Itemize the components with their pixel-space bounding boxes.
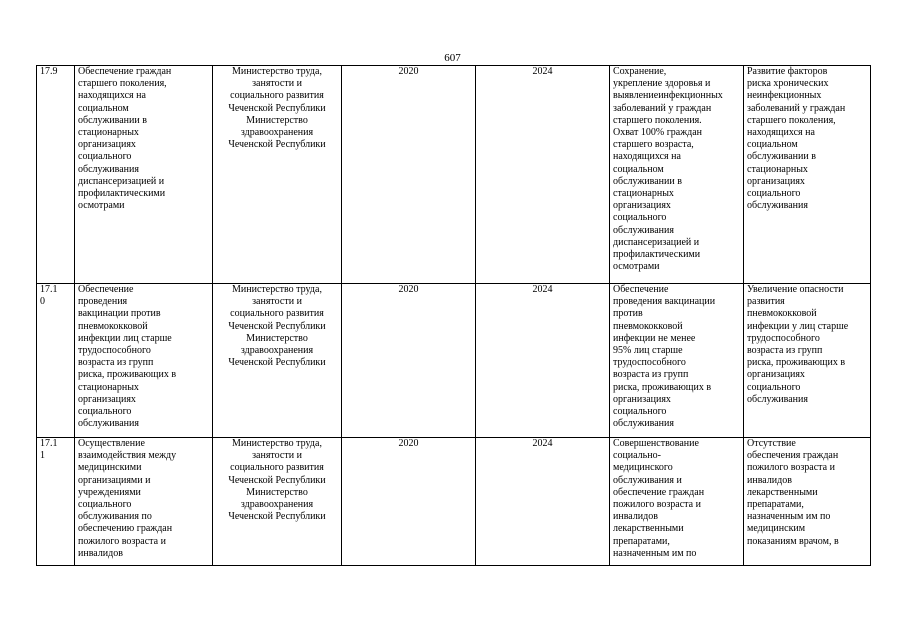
table-row [37, 66, 871, 284]
cell-text-line: социального [613, 212, 667, 224]
cell-text-line: 17.9 [40, 66, 58, 77]
cell-text-line: обслуживания по [78, 511, 152, 523]
cell-expected-result [610, 284, 744, 438]
cell-text-line: пневмококковой [78, 320, 148, 332]
cell-measure-name [75, 438, 213, 566]
cell-expected-result [610, 438, 744, 566]
cell-text-line: Осуществление [78, 438, 145, 449]
cell-text-line: Чеченской Республики [228, 139, 326, 151]
cell-text-line: осмотрами [613, 261, 660, 273]
cell-text-line: пожилого возраста и [747, 462, 835, 474]
cell-text-line: обслуживания и [613, 474, 682, 486]
cell-text-line: Чеченской Республики [228, 511, 326, 523]
cell-text-line: инвалидов [78, 547, 123, 559]
cell-text-line: диспансеризацией и [78, 175, 165, 187]
cell-executor [213, 438, 342, 566]
cell-text-line: осмотрами [78, 200, 125, 212]
cell-text-line: пожилого возраста и [78, 535, 166, 547]
cell-text-line: заболеваний у граждан [747, 102, 846, 114]
cell-text-line: диспансеризацией и [613, 236, 700, 248]
cell-text-line: проведения вакцинации [613, 296, 716, 308]
cell-text-line: Министерство труда, [232, 284, 322, 295]
cell-text-line: обслуживании в [613, 175, 682, 187]
cell-text-line: Чеченской Республики [228, 474, 326, 486]
cell-text-line: организациях [747, 369, 805, 381]
cell-text-line: 17.1 [40, 284, 58, 295]
cell-text-line: 1 [40, 450, 45, 462]
cell-text-line: социального [78, 406, 132, 418]
cell-text-line: обслуживания [747, 393, 808, 405]
cell-text-line: трудоспособного [613, 357, 686, 369]
cell-text-line: Министерство труда, [232, 438, 322, 449]
cell-text-line: выявлениеинфекционных [613, 90, 723, 102]
cell-text-line: трудоспособного [78, 345, 151, 357]
cell-text-line: социального [747, 188, 801, 200]
cell-text-line: организациях [613, 200, 671, 212]
cell-text-line: инвалидов [613, 511, 658, 523]
cell-expected-result [610, 66, 744, 284]
cell-consequences [744, 438, 871, 566]
cell-text-line: укрепление здоровья и [613, 78, 711, 90]
cell-text-line: старшего возраста, [613, 139, 694, 151]
cell-text-line: Отсутствие [747, 438, 796, 449]
cell-text-line: возраста из групп [78, 357, 154, 369]
cell-text-line: Развитие факторов [747, 66, 828, 77]
cell-text-line: 2020 [398, 438, 419, 449]
cell-text-line: социального [78, 499, 132, 511]
cell-text-line: неинфекционных [747, 90, 822, 102]
measures-table [36, 65, 871, 566]
cell-text-line: обслуживания [613, 224, 674, 236]
cell-item-number [37, 438, 75, 566]
cell-text-line: обслуживания [78, 418, 139, 430]
cell-text-line: Чеченской Республики [228, 357, 326, 369]
cell-text-line: стационарных [747, 163, 808, 175]
cell-text-line: возраста из групп [613, 369, 689, 381]
cell-text-line: старшего поколения. [613, 114, 702, 126]
cell-item-number [37, 284, 75, 438]
cell-item-number [37, 66, 75, 284]
cell-text-line: 2020 [398, 284, 419, 295]
cell-text-line: 0 [40, 296, 45, 308]
cell-text-line: социальном [613, 163, 664, 175]
cell-start-year [342, 284, 476, 438]
cell-text-line: инвалидов [747, 474, 792, 486]
table-row [37, 438, 871, 566]
cell-text-line: стационарных [78, 127, 139, 139]
cell-text-line: здравоохранения [240, 499, 314, 511]
cell-text-line: Охват 100% граждан [613, 127, 703, 139]
cell-text-line: учреждениями [78, 486, 141, 498]
cell-text-line: против [613, 308, 643, 320]
cell-text-line: обслуживания [613, 418, 674, 430]
page-number: 607 [444, 52, 461, 64]
cell-start-year [342, 438, 476, 566]
cell-text-line: 95% лиц старше [613, 345, 683, 357]
cell-text-line: профилактическими [78, 188, 166, 200]
cell-text-line: Министерство труда, [232, 66, 322, 77]
cell-text-line: 2024 [532, 284, 553, 295]
cell-text-line: заболеваний у граждан [613, 102, 712, 114]
cell-text-line: стационарных [613, 188, 674, 200]
cell-text-line: обеспечения граждан [747, 450, 839, 462]
cell-text-line: препаратами, [747, 499, 804, 511]
cell-consequences [744, 284, 871, 438]
cell-text-line: Обеспечение [78, 284, 134, 295]
table-row [37, 284, 871, 438]
cell-end-year [476, 66, 610, 284]
cell-text-line: трудоспособного [747, 332, 820, 344]
cell-text-line: проведения [78, 296, 128, 308]
cell-measure-name [75, 66, 213, 284]
cell-text-line: старшего поколения, [78, 78, 167, 90]
cell-text-line: инфекции у лиц старше [747, 320, 849, 332]
cell-text-line: социального развития [230, 90, 324, 102]
cell-text-line: организациях [78, 393, 136, 405]
cell-text-line: обслуживании в [78, 114, 147, 126]
cell-text-line: обслуживании в [747, 151, 816, 163]
cell-text-line: взаимодействия между [78, 450, 177, 462]
cell-text-line: организациях [747, 175, 805, 187]
cell-text-line: медицинскими [78, 462, 142, 474]
cell-text-line: обслуживания [747, 200, 808, 212]
cell-text-line: организациях [613, 393, 671, 405]
cell-text-line: занятости и [252, 296, 302, 308]
cell-text-line: Министерство [246, 114, 308, 126]
cell-text-line: Сохранение, [613, 66, 667, 77]
cell-text-line: стационарных [78, 381, 139, 393]
cell-text-line: обслуживания [78, 163, 139, 175]
cell-text-line: обеспечение граждан [613, 486, 705, 498]
cell-text-line: лекарственными [613, 523, 684, 535]
cell-text-line: здравоохранения [240, 127, 314, 139]
cell-text-line: медицинским [747, 523, 806, 535]
cell-text-line: Обеспечение [613, 284, 669, 295]
cell-text-line: здравоохранения [240, 345, 314, 357]
cell-text-line: социальном [78, 102, 129, 114]
cell-text-line: Совершенствование [613, 438, 699, 449]
cell-text-line: 2024 [532, 66, 553, 77]
cell-text-line: возраста из групп [747, 345, 823, 357]
cell-text-line: Министерство [246, 332, 308, 344]
cell-text-line: инфекции не менее [613, 332, 696, 344]
cell-text-line: назначенным им по [613, 547, 697, 559]
cell-text-line: обеспечению граждан [78, 523, 173, 535]
cell-text-line: находящихся на [78, 90, 146, 102]
cell-text-line: Увеличение опасности [747, 284, 844, 295]
cell-text-line: пневмококковой [613, 320, 683, 332]
cell-text-line: профилактическими [613, 249, 701, 261]
cell-measure-name [75, 284, 213, 438]
cell-text-line: препаратами, [613, 535, 670, 547]
cell-text-line: находящихся на [747, 127, 815, 139]
cell-text-line: 2020 [398, 66, 419, 77]
cell-text-line: риска, проживающих в [613, 381, 712, 393]
cell-text-line: 2024 [532, 438, 553, 449]
cell-text-line: развития [747, 296, 785, 308]
cell-text-line: находящихся на [613, 151, 681, 163]
cell-executor [213, 66, 342, 284]
cell-text-line: 17.1 [40, 438, 58, 449]
cell-text-line: показаниям врачом, в [747, 535, 839, 547]
cell-text-line: организациями и [78, 474, 151, 486]
cell-text-line: инфекции лиц старше [78, 332, 172, 344]
cell-end-year [476, 284, 610, 438]
cell-text-line: пожилого возраста и [613, 499, 701, 511]
cell-text-line: старшего поколения, [747, 114, 836, 126]
cell-text-line: занятости и [252, 450, 302, 462]
cell-text-line: социального [78, 151, 132, 163]
cell-text-line: социальном [747, 139, 798, 151]
cell-text-line: Министерство [246, 486, 308, 498]
cell-text-line: социального [747, 381, 801, 393]
cell-text-line: социального развития [230, 462, 324, 474]
cell-text-line: социально- [613, 450, 661, 462]
cell-text-line: Чеченской Республики [228, 320, 326, 332]
cell-text-line: организациях [78, 139, 136, 151]
cell-text-line: социального [613, 406, 667, 418]
cell-text-line: риска, проживающих в [747, 357, 846, 369]
cell-consequences [744, 66, 871, 284]
cell-start-year [342, 66, 476, 284]
cell-executor [213, 284, 342, 438]
cell-text-line: Чеченской Республики [228, 102, 326, 114]
cell-text-line: риска, проживающих в [78, 369, 177, 381]
cell-text-line: назначенным им по [747, 511, 831, 523]
cell-text-line: пневмококковой [747, 308, 817, 320]
cell-text-line: лекарственными [747, 486, 818, 498]
cell-text-line: Обеспечение граждан [78, 66, 172, 77]
cell-text-line: занятости и [252, 78, 302, 90]
cell-end-year [476, 438, 610, 566]
cell-text-line: вакцинации против [78, 308, 161, 320]
cell-text-line: социального развития [230, 308, 324, 320]
cell-text-line: медицинского [613, 462, 673, 474]
cell-text-line: риска хронических [747, 78, 829, 90]
